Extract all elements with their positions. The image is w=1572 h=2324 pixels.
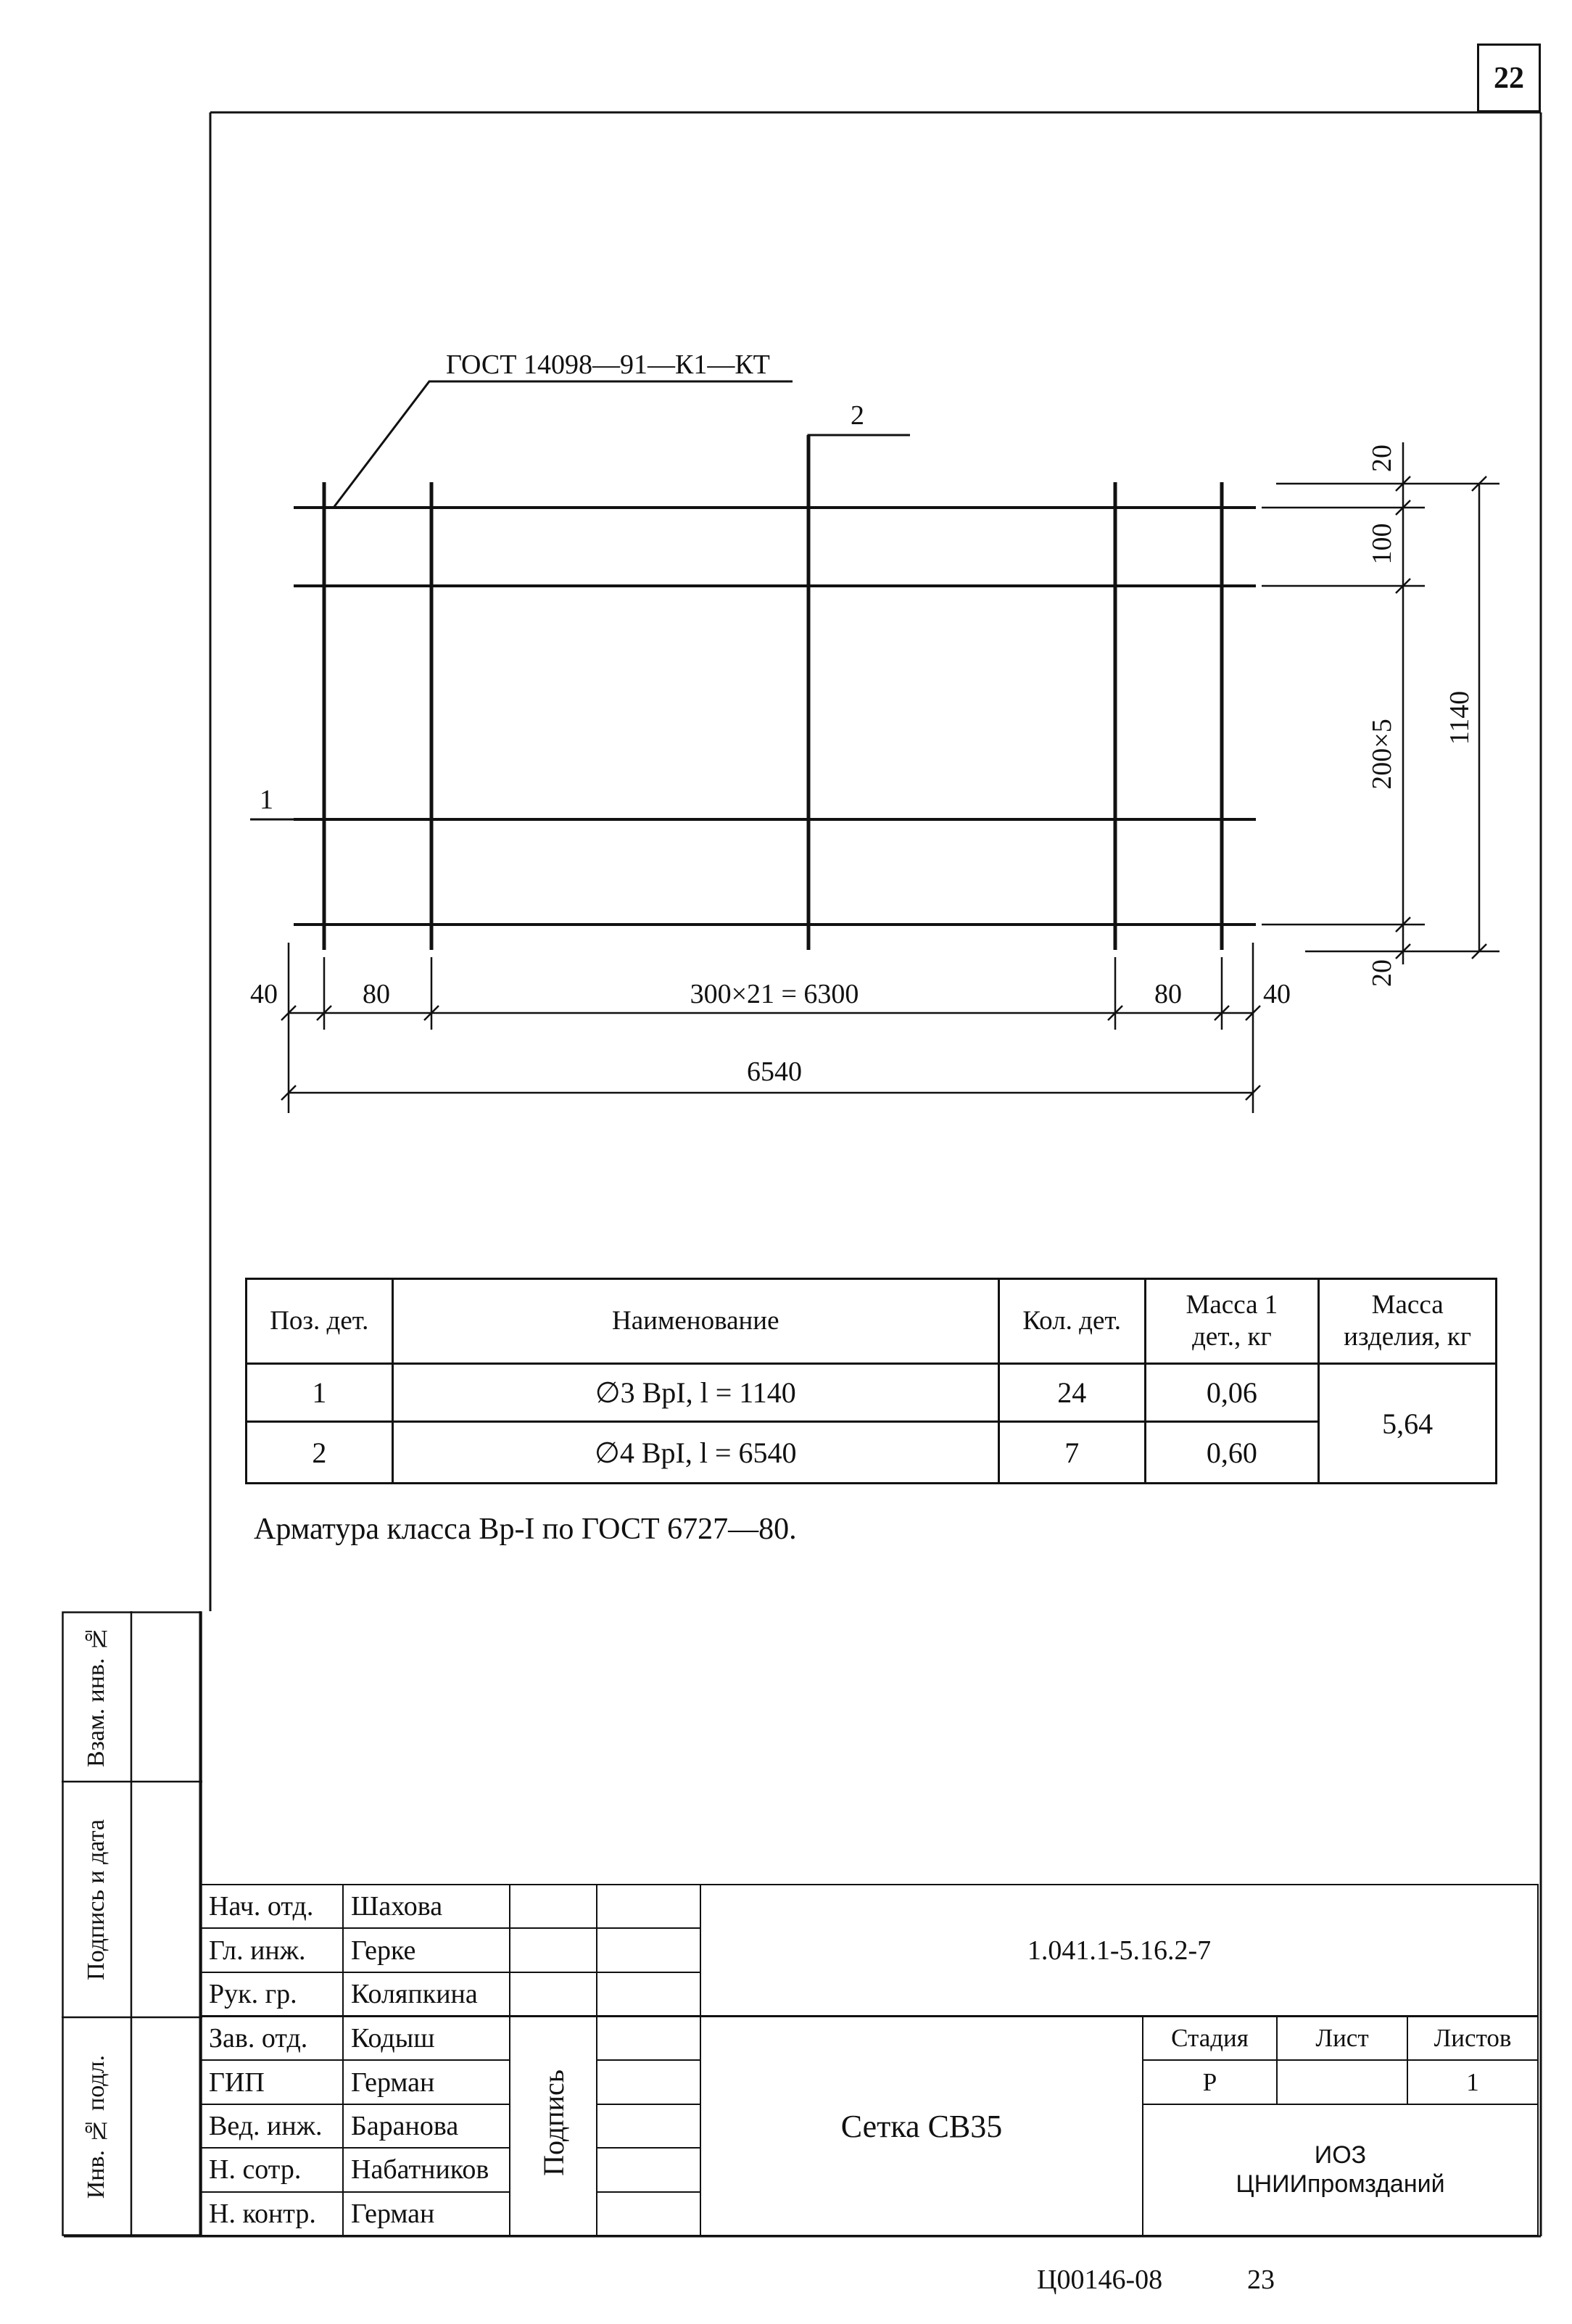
spec-cell: 0,06	[1145, 1364, 1319, 1422]
tb-name: Герман	[343, 2060, 510, 2104]
mesh-drawing	[0, 0, 1572, 1160]
spec-header-mass-total: Масса изделия, кг	[1319, 1279, 1497, 1364]
dim-80-left: 80	[363, 979, 390, 1009]
tb-title: Сетка СВ35	[700, 2017, 1143, 2236]
spec-cell: 2	[247, 1422, 393, 1484]
spec-cell: 1	[247, 1364, 393, 1422]
weld-leader	[334, 381, 793, 508]
dim-80-right: 80	[1154, 979, 1182, 1009]
dim-40-left: 40	[250, 979, 278, 1009]
dim-40-right: 40	[1263, 979, 1291, 1009]
tb-name: Баранова	[343, 2104, 510, 2148]
spec-total-mass: 5,64	[1319, 1364, 1497, 1484]
footer-code: Ц00146-08	[1037, 2265, 1163, 2295]
table-row	[247, 1364, 1497, 1422]
tb-role: Н. контр.	[201, 2192, 343, 2236]
table-row	[247, 1422, 1497, 1484]
dim-6540: 6540	[747, 1056, 802, 1087]
sheet-number: 22	[1494, 61, 1524, 95]
tb-signature-label: Подпись	[537, 2069, 570, 2176]
tb-name: Герке	[343, 1928, 510, 1972]
spec-table	[245, 1278, 1497, 1484]
spec-header-name: Наименование	[392, 1279, 998, 1364]
tb-role: Зав. отд.	[201, 2017, 343, 2061]
stamp-inv-podl: Инв. № подл.	[83, 2054, 109, 2199]
spec-header-mass-unit: Масса 1 дет., кг	[1145, 1279, 1319, 1364]
spec-header-pos: Поз. дет.	[247, 1279, 393, 1364]
dim-6300: 300×21 = 6300	[690, 979, 859, 1009]
dim-200x5: 200×5	[1367, 719, 1397, 790]
spec-header-qty: Кол. дет.	[998, 1279, 1145, 1364]
spec-cell: 24	[998, 1364, 1145, 1422]
tb-org-line1: ИОЗ	[1314, 2141, 1367, 2169]
tb-name: Набатников	[343, 2148, 510, 2191]
tb-stage-header: Стадия	[1143, 2017, 1277, 2061]
tb-name: Коляпкина	[343, 1972, 510, 2017]
dim-100: 100	[1367, 523, 1397, 565]
pos-2-label: 2	[851, 400, 864, 431]
spec-cell: ∅3 ВрI, l = 1140	[392, 1364, 998, 1422]
tb-role: Рук. гр.	[201, 1972, 343, 2017]
stamp-podpis-data: Подпись и дата	[83, 1819, 109, 1980]
tb-organization	[1143, 2104, 1538, 2236]
dim-20-top: 20	[1367, 444, 1397, 472]
pos2-leader	[808, 435, 910, 508]
tb-sheet	[1277, 2060, 1407, 2104]
tb-role: Н. сотр.	[201, 2148, 343, 2191]
spec-cell: 7	[998, 1422, 1145, 1484]
weld-callout: ГОСТ 14098—91—К1—КТ	[446, 350, 770, 380]
tb-stage: Р	[1143, 2060, 1277, 2104]
title-block	[200, 1884, 1539, 2236]
dim-1140: 1140	[1444, 690, 1475, 745]
spec-cell: ∅4 ВрI, l = 6540	[392, 1422, 998, 1484]
tb-name: Шахова	[343, 1885, 510, 1928]
pos-1-label: 1	[260, 785, 273, 815]
side-stamp	[62, 1611, 202, 2236]
tb-name: Кодыш	[343, 2017, 510, 2061]
tb-role: ГИП	[201, 2060, 343, 2104]
tb-org-line2: ЦНИИпромзданий	[1236, 2170, 1445, 2199]
spec-cell: 0,60	[1145, 1422, 1319, 1484]
stamp-vzam: Взам. инв. №	[83, 1625, 109, 1768]
note-text: Арматура класса Вр-I по ГОСТ 6727—80.	[254, 1513, 797, 1546]
tb-sheets: 1	[1407, 2060, 1538, 2104]
tb-role: Нач. отд.	[201, 1885, 343, 1928]
tb-name: Герман	[343, 2192, 510, 2236]
tb-sheet-header: Лист	[1277, 2017, 1407, 2061]
tb-document-code: 1.041.1-5.16.2-7	[700, 1885, 1538, 2017]
tb-role: Вед. инж.	[201, 2104, 343, 2148]
tb-sheets-header: Листов	[1407, 2017, 1538, 2061]
dim-20-bottom: 20	[1367, 959, 1397, 987]
footer-page: 23	[1247, 2265, 1275, 2295]
tb-role: Гл. инж.	[201, 1928, 343, 1972]
